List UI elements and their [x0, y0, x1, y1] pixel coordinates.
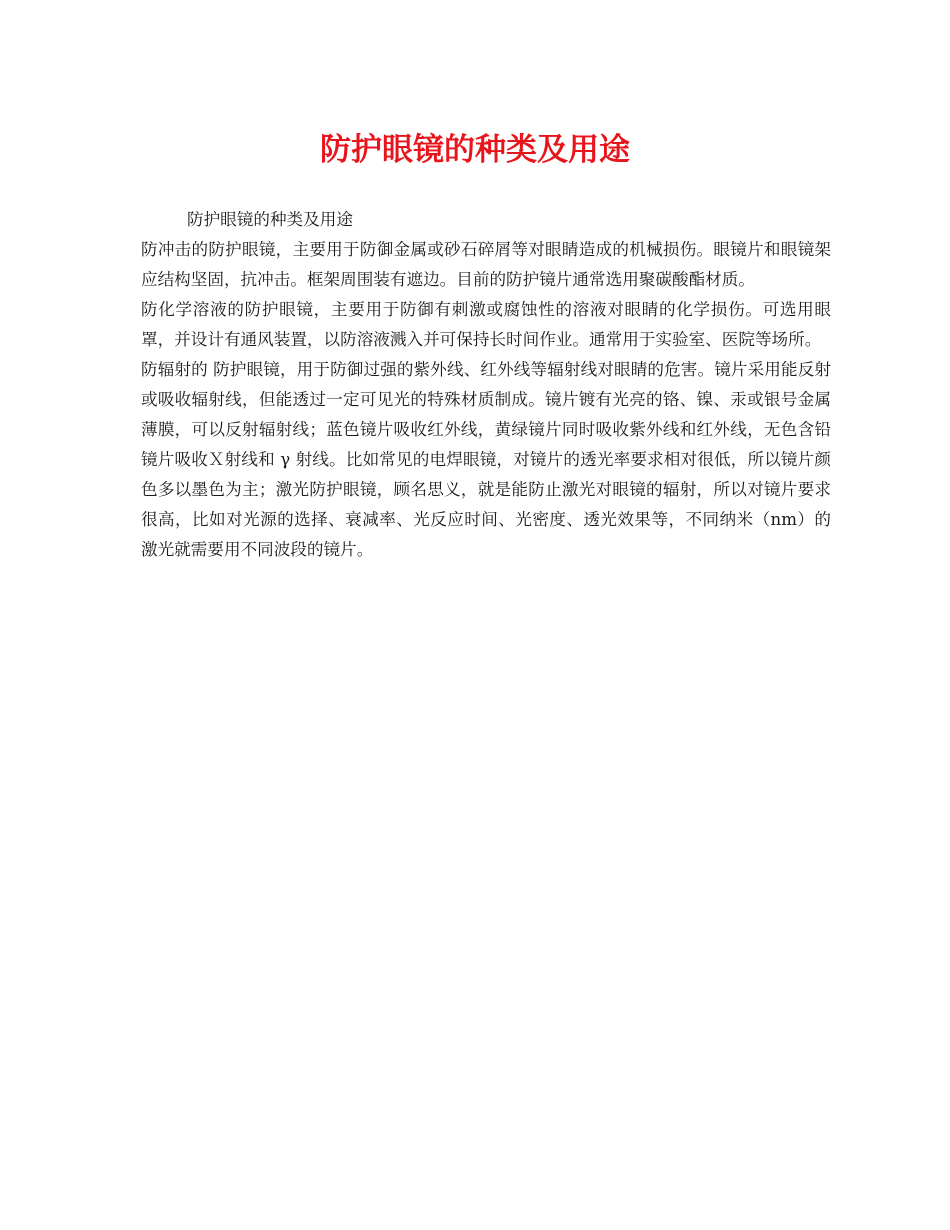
document-subtitle: 防护眼镜的种类及用途 [187, 210, 353, 229]
document-title: 防护眼镜的种类及用途 [320, 132, 630, 168]
paragraph-impact-protection: 防冲击的防护眼镜，主要用于防御金属或砂石碎屑等对眼睛造成的机械损伤。眼镜片和眼镜架应结构坚固，抗冲击。框架周围装有遮边。目前的防护镜片通常选用聚碳酸酯材质。 [141, 240, 831, 289]
paragraph-chemical-protection: 防化学溶液的防护眼镜，主要用于防御有刺激或腐蚀性的溶液对眼睛的化学损伤。可选用眼罩，并设计有通风装置，以防溶液溅入并可保持长时间作业。通常用于实验室、医院等场所。 [141, 300, 831, 349]
document-body [141, 205, 831, 565]
paragraph-radiation-protection: 防辐射的 防护眼镜，用于防御过强的紫外线、红外线等辐射线对眼睛的危害。镜片采用能反射或吸收辐射线，但能透过一定可见光的特殊材质制成。镜片镀有光亮的铬、镍、汞或银号金属薄膜，可以反射辐射线；蓝色镜片吸收红外线，黄绿镜片同时吸收紫外线和红外线，无色含铅镜片吸收Ｘ射线和 γ 射线。比如常见的电焊眼镜，对镜片的透光率要求相对很低，所以镜片颜色多以墨色为主；激光防护眼镜，顾名思义，就是能防止激光对眼镜的辐射，所以对镜片要求很高，比如对光源的选择、衰减率、光反应时间、光密度、透光效果等，不同纳米（nm）的激光就需要用不同波段的镜片。 [141, 360, 831, 559]
